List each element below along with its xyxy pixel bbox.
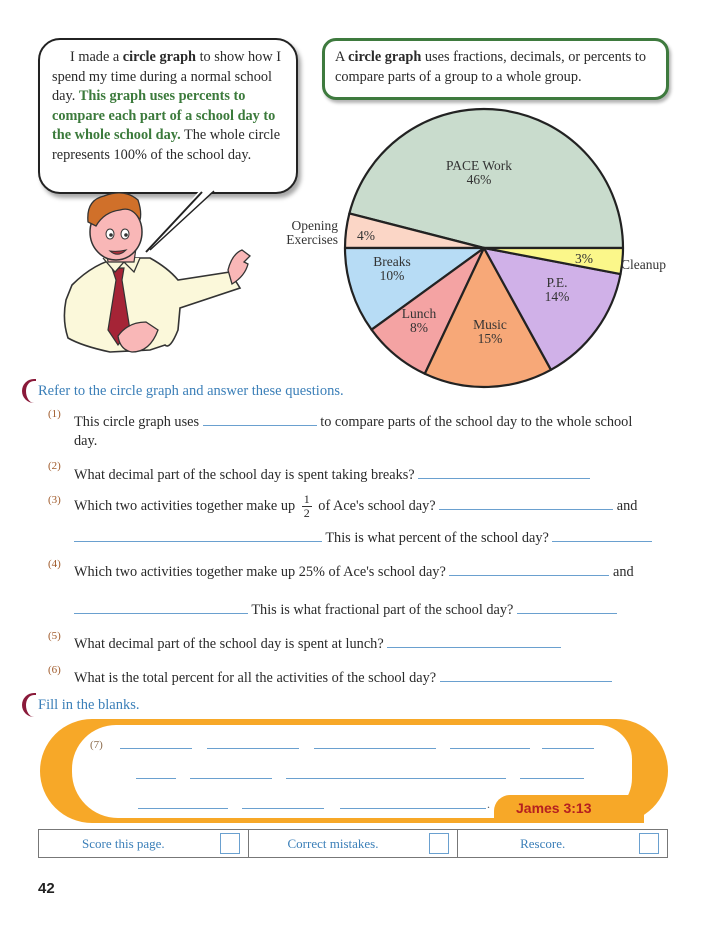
bubble-text-2: to show how I spend my time during a normal school day. [52,49,281,104]
verse-reference: James 3:13 [516,800,592,816]
question-3-line2 [74,527,674,548]
section-header-text: Fill in the blanks. [38,697,140,713]
q3-answer-blank-1[interactable] [439,495,613,510]
pie-slice-value-label: 8% [410,320,428,335]
pie-slice-value-label: 4% [357,228,375,243]
page-number: 42 [38,880,55,897]
rescore-label: Rescore. [520,835,566,851]
score-bar [38,829,668,858]
pie-slice-name-label: Lunch [401,306,437,321]
q4-and: and [612,564,634,580]
verse-blank[interactable] [136,778,176,779]
section-header-fill-blanks [22,697,140,714]
score-cell-correct [249,830,459,857]
q2-answer-blank[interactable] [418,464,590,479]
verse-blank[interactable] [190,778,272,779]
pie-slice-value-label: 15% [477,331,503,346]
q6-answer-blank[interactable] [440,667,612,682]
verse-blank[interactable] [286,778,506,779]
section-marker-icon [22,379,36,403]
verse-blank[interactable] [520,778,584,779]
question-2 [74,464,590,485]
correct-checkbox[interactable] [429,833,449,854]
pie-slice-name-label: Breaks [373,254,411,269]
q6-text: What is the total percent for all the activities of the school day? [74,670,437,686]
pie-slice-value-label: 46% [466,172,492,187]
question-1 [74,411,684,451]
bubble-text-3: The whole circle represents 100% of the school day. [52,127,281,163]
q4-answer-blank-3[interactable] [517,599,617,614]
question-6 [74,667,612,688]
definition-term: circle graph [348,49,422,65]
bubble-text-1: I made a [70,49,123,65]
q3-text-before: Which two activities together make up [74,497,296,514]
score-checkbox[interactable] [220,833,240,854]
q2-text: What decimal part of the school day is spent taking breaks? [74,467,415,483]
correct-label: Correct mistakes. [287,835,379,851]
question-number-2: (2) [48,460,61,472]
section-header-text: Refer to the circle graph and answer these questions. [38,383,344,399]
bubble-bold-term: circle graph [122,49,196,65]
question-3 [74,493,674,520]
q3-answer-blank-2[interactable] [74,527,322,542]
question-5 [74,633,561,654]
verse-blank[interactable] [242,808,324,809]
verse-blank[interactable] [450,748,530,749]
q4-answer-blank-2[interactable] [74,599,248,614]
pie-label-group [575,251,593,266]
one-half-fraction [302,493,312,520]
question-4-line2 [74,599,674,620]
label-opening-line1: Opening [291,218,338,233]
score-cell-rescore [458,830,667,857]
q1-text-after: to compare parts of the school day to the whole school [320,414,633,430]
q4-text-line2: This is what fractional part of the school day? [251,602,514,618]
q5-text: What decimal part of the school day is spent at lunch? [74,636,384,652]
question-number-1: (1) [48,408,61,420]
question-number-6: (6) [48,664,61,676]
q4-answer-blank-1[interactable] [449,561,609,576]
section-header-questions [22,383,344,400]
rescore-checkbox[interactable] [639,833,659,854]
label-cleanup: Cleanup [621,257,666,272]
question-number-4: (4) [48,558,61,570]
pie-label-group [357,228,375,243]
pie-slice-value-label: 3% [575,251,593,266]
section-marker-icon [22,693,36,717]
definition-text-1: A [335,49,349,65]
verse-blank[interactable] [314,748,436,749]
bubble-highlight: This graph uses percents to compare each part of a school day to the whole school day. [52,88,276,143]
q3-answer-blank-3[interactable] [552,527,652,542]
verse-blank[interactable] [138,808,228,809]
score-cell-score [39,830,249,857]
question-number-7: (7) [90,739,103,751]
q1-answer-blank[interactable] [203,411,317,426]
verse-blank[interactable] [340,808,486,809]
score-label: Score this page. [82,835,165,851]
fraction-numerator: 1 [303,492,310,506]
verse-blank[interactable] [120,748,192,749]
pie-slice-name-label: Music [473,317,507,332]
label-opening-line2: Exercises [286,232,338,247]
pie-slice-value-label: 14% [544,289,570,304]
q4-text: Which two activities together make up 25% of Ace's school day? [74,564,446,580]
q3-and: and [616,497,638,514]
pie-slice-name-label: P.E. [546,275,568,290]
q3-text-line2: This is what percent of the school day? [325,530,549,546]
pie-slice-value-label: 10% [379,268,405,283]
question-4 [74,561,674,582]
fraction-denominator: 2 [303,506,310,520]
q1-text-before: This circle graph uses [74,414,200,430]
question-number-5: (5) [48,630,61,642]
verse-blank[interactable] [542,748,594,749]
verse-end-period: . [487,797,490,811]
q1-text-line2: day. [74,433,98,449]
label-opening-exercises [276,219,338,247]
pie-label-group [545,275,570,304]
question-number-3: (3) [48,494,61,506]
pie-label-group [473,317,507,346]
q5-answer-blank[interactable] [387,633,561,648]
definition-text-2: uses fractions, decimals, or percents to compare parts of a group to a whole group. [335,49,647,85]
verse-blank[interactable] [207,748,299,749]
pie-slice-name-label: PACE Work [445,158,513,173]
q3-text-after: of Ace's school day? [318,497,436,514]
